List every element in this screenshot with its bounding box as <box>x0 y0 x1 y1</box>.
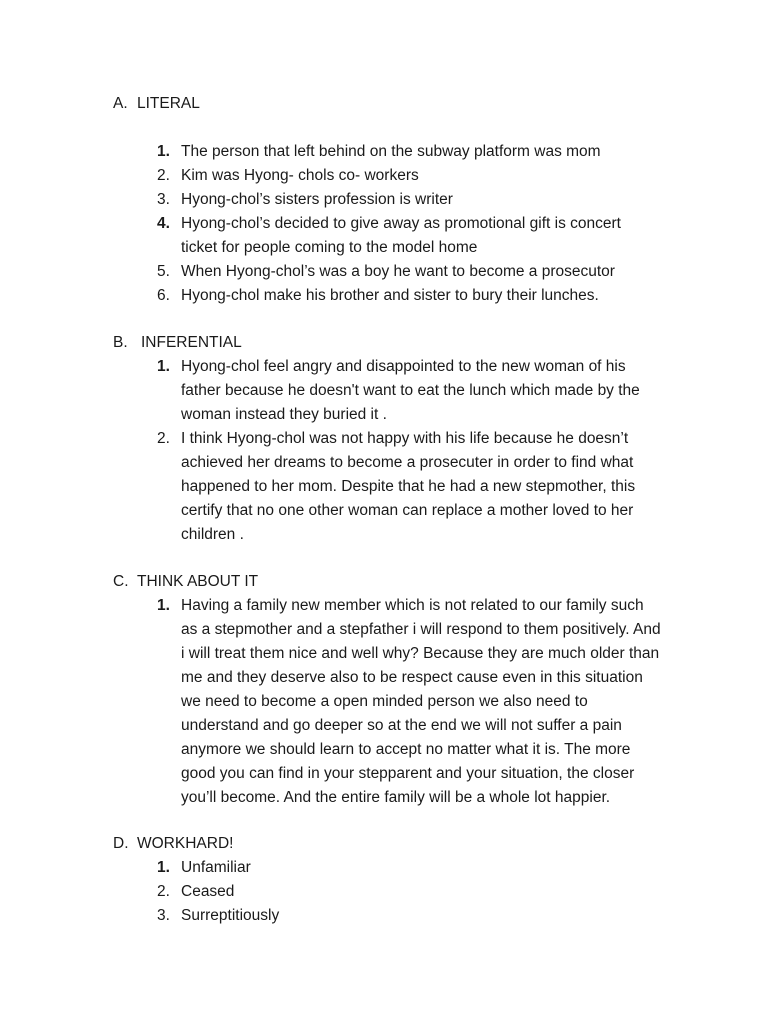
item-number: 3. <box>157 191 170 208</box>
section-letter: B. <box>113 334 128 351</box>
section-inferential <box>0 331 768 547</box>
section-title: LITERAL <box>137 95 200 112</box>
item-text: The person that left behind on the subway platform was mom <box>181 143 601 160</box>
item-text: I think Hyong-chol was not happy with his life because he doesn’t achieved her dreams to become a prosecuter in order to find what happened to her mom. Despite that he had a new stepmother, this certify that no one other woman can replace a mother loved to her children . <box>181 430 636 543</box>
item-number: 2. <box>157 430 170 447</box>
list-item <box>0 880 661 904</box>
list-item <box>0 427 661 547</box>
inferential-list <box>0 355 768 547</box>
section-heading <box>0 331 768 355</box>
item-number: 1. <box>157 358 170 375</box>
section-letter: C. <box>113 573 129 590</box>
item-text: Hyong-chol’s decided to give away as promotional gift is concert ticket for people coming to the model home <box>181 215 621 256</box>
section-title: WORKHARD! <box>137 835 234 852</box>
list-item <box>0 260 661 284</box>
item-number: 1. <box>157 143 170 160</box>
item-text: Kim was Hyong- chols co- workers <box>181 167 419 184</box>
workhard-list <box>0 856 768 928</box>
section-heading <box>0 832 768 856</box>
item-number: 1. <box>157 597 170 614</box>
item-text: When Hyong-chol’s was a boy he want to become a prosecutor <box>181 263 615 280</box>
list-item <box>0 856 661 880</box>
section-title: THINK ABOUT IT <box>137 573 259 590</box>
item-text: Ceased <box>181 883 235 900</box>
section-title: INFERENTIAL <box>141 334 242 351</box>
item-number: 2. <box>157 883 170 900</box>
item-number: 3. <box>157 907 170 924</box>
section-letter: D. <box>113 835 129 852</box>
section-heading <box>0 570 768 594</box>
item-number: 4. <box>157 215 170 232</box>
item-number: 1. <box>157 859 170 876</box>
list-item <box>0 188 661 212</box>
list-item <box>0 140 661 164</box>
item-text: Unfamiliar <box>181 859 251 876</box>
section-workhard <box>0 832 768 928</box>
section-heading <box>0 92 768 116</box>
item-number: 2. <box>157 167 170 184</box>
think-list <box>0 594 768 810</box>
item-text: Hyong-chol’s sisters profession is writer <box>181 191 453 208</box>
section-think-about-it <box>0 570 768 810</box>
item-text: Hyong-chol feel angry and disappointed to the new woman of his father because he doesn't want to eat the lunch which made by the woman instead they buried it . <box>181 358 640 423</box>
item-text: Having a family new member which is not related to our family such as a stepmother and a stepfather i will respond to them positively. And i will treat them nice and well why? Because they are much older than me and they deserve also to be respect cause even in this situation we need to become a open minded person we also need to understand and go deeper so at the end we will not suffer a pain anymore we should learn to accept no matter what it is. The more good you can find in your stepparent and your situation, the closer you’ll become. And the entire family will be a whole lot happier. <box>181 597 661 806</box>
list-item <box>0 284 661 308</box>
section-letter: A. <box>113 95 128 112</box>
item-number: 6. <box>157 287 170 304</box>
item-number: 5. <box>157 263 170 280</box>
list-item <box>0 164 661 188</box>
list-item <box>0 594 661 810</box>
item-text: Hyong-chol make his brother and sister to bury their lunches. <box>181 287 599 304</box>
list-item <box>0 212 661 260</box>
list-item <box>0 904 661 928</box>
item-text: Surreptitiously <box>181 907 280 924</box>
list-item <box>0 355 661 427</box>
section-literal <box>0 92 768 308</box>
literal-list <box>0 140 768 308</box>
